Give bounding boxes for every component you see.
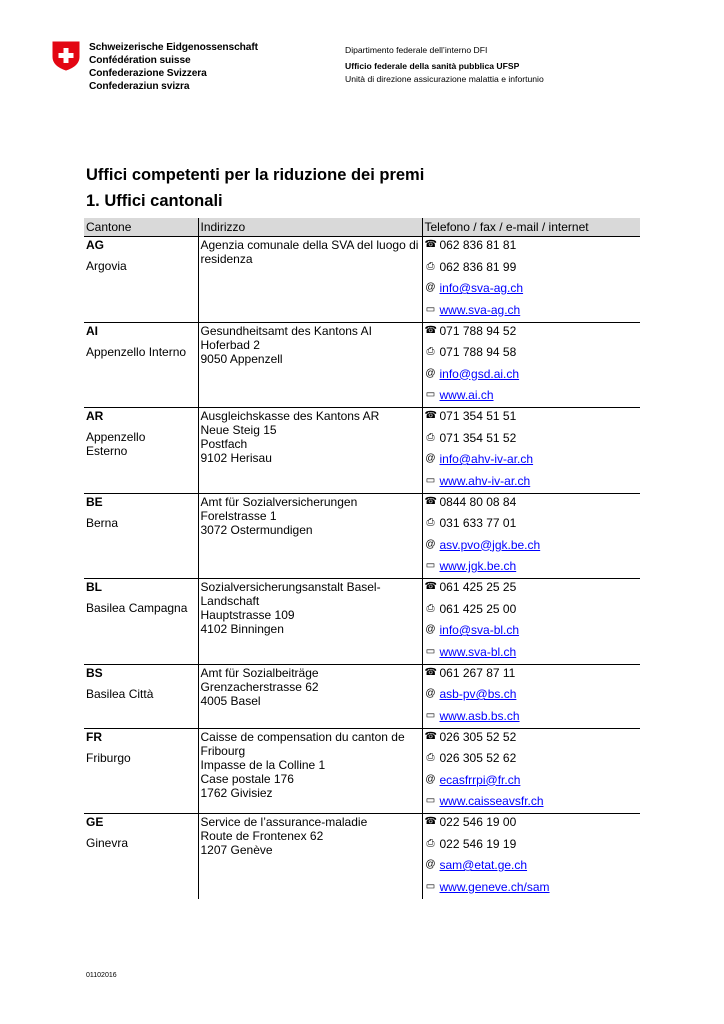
table-row: [84, 728, 640, 814]
contact-line: [425, 474, 639, 488]
fax-number: 031 633 77 01: [439, 516, 517, 530]
canton-name: Argovia: [86, 259, 127, 273]
contact-line: [425, 516, 639, 530]
contact-line: [425, 858, 639, 872]
canton-name: Appenzello Interno: [86, 344, 187, 359]
website-link[interactable]: www.ahv-iv-ar.ch: [439, 473, 531, 488]
table-row: [84, 579, 640, 665]
fax-number: 071 354 51 52: [439, 430, 517, 445]
website-link[interactable]: www.jgk.be.ch: [439, 559, 517, 573]
web-icon: ▭: [425, 645, 436, 657]
office-address: Sozialversicherungsanstalt Basel- Landschaft Hauptstrasse 109 4102 Binningen: [200, 580, 381, 636]
contact-line: [425, 709, 639, 723]
address-cell: [198, 579, 422, 665]
address-cell: [198, 408, 422, 494]
canton-cell: [84, 664, 198, 728]
email-icon: @: [425, 859, 436, 870]
canton-code: BL: [86, 580, 102, 594]
address-cell: [198, 814, 422, 899]
confederation-line: Confédération suisse: [89, 55, 191, 66]
canton-code: BE: [86, 494, 103, 509]
table-row: [84, 322, 640, 408]
confederation-line: Confederaziun svizra: [89, 81, 190, 92]
fax-number: 071 788 94 58: [439, 345, 517, 359]
confederation-name: [89, 41, 258, 93]
canton-name: Ginevra: [86, 836, 129, 850]
contacts-cell: [422, 664, 640, 728]
table-row: [84, 814, 640, 899]
fax-icon: ⎙: [426, 752, 435, 763]
website-link[interactable]: www.caisseavsfr.ch: [439, 794, 544, 808]
column-header-address: Indirizzo: [198, 218, 422, 237]
phone-icon: ☎: [424, 324, 437, 336]
table-row: [84, 237, 640, 323]
fax-icon: ⎙: [426, 346, 435, 357]
contact-line: [425, 666, 639, 680]
office-address: Caisse de compensation du canton de Fribourg Impasse de la Colline 1 Case postale 176 1762 Givisiez: [200, 729, 405, 800]
web-icon: ▭: [425, 303, 436, 315]
contact-line: [425, 751, 639, 765]
email-link[interactable]: asv.pvo@jgk.be.ch: [439, 537, 541, 552]
fax-icon: ⎙: [426, 602, 435, 614]
email-icon: @: [425, 367, 436, 379]
department-block: [345, 44, 544, 86]
phone-number: 022 546 19 00: [439, 815, 517, 829]
canton-name: Berna: [86, 515, 119, 530]
confederation-line: Confederazione Svizzera: [89, 68, 207, 79]
fax-icon: ⎙: [426, 260, 435, 272]
contact-line: [425, 431, 639, 445]
contact-line: [425, 773, 639, 787]
fax-number: 061 425 25 00: [439, 601, 517, 616]
web-icon: ▭: [425, 880, 436, 892]
canton-code: GE: [86, 815, 104, 829]
contacts-cell: [422, 579, 640, 665]
canton-cell: [84, 493, 198, 579]
contact-line: [425, 815, 639, 829]
website-link[interactable]: www.asb.bs.ch: [439, 708, 520, 723]
address-cell: [198, 728, 422, 814]
contact-line: [425, 452, 639, 466]
canton-cell: [84, 814, 198, 899]
email-link[interactable]: info@gsd.ai.ch: [439, 366, 520, 381]
contact-line: [425, 730, 639, 744]
canton-cell: [84, 322, 198, 408]
contact-line: [425, 623, 639, 637]
website-link[interactable]: www.ai.ch: [439, 388, 494, 402]
email-icon: @: [425, 688, 436, 699]
contact-line: [425, 837, 639, 851]
contacts-cell: [422, 493, 640, 579]
contact-line: [425, 303, 639, 317]
phone-icon: ☎: [424, 816, 437, 827]
address-cell: [198, 493, 422, 579]
phone-number: 061 267 87 11: [439, 665, 516, 680]
web-icon: ▭: [425, 474, 436, 486]
canton-cell: [84, 408, 198, 494]
address-cell: [198, 237, 422, 323]
canton-cell: [84, 728, 198, 814]
table-header-row: [84, 218, 640, 237]
email-icon: @: [425, 624, 436, 635]
phone-icon: ☎: [424, 495, 437, 507]
contact-line: [425, 367, 639, 381]
contacts-cell: [422, 728, 640, 814]
contact-line: [425, 388, 639, 402]
contact-line: [425, 602, 639, 616]
contact-line: [425, 580, 639, 594]
table-row: [84, 493, 640, 579]
email-link[interactable]: info@sva-ag.ch: [439, 281, 524, 295]
department-name: Dipartimento federale dell’interno DFI: [345, 45, 488, 55]
canton-cell: [84, 579, 198, 665]
unit-name: Unità di direzione assicurazione malattia e infortunio: [345, 74, 544, 84]
offices-table: [84, 218, 640, 899]
fax-number: 062 836 81 99: [439, 259, 517, 274]
contact-line: [425, 645, 639, 659]
phone-number: 071 354 51 51: [439, 409, 517, 423]
canton-name: Friburgo: [86, 750, 131, 765]
phone-number: 061 425 25 25: [439, 580, 517, 594]
canton-code: AG: [86, 238, 104, 252]
website-link[interactable]: www.sva-ag.ch: [439, 302, 521, 317]
phone-icon: ☎: [424, 666, 437, 678]
canton-cell: [84, 237, 198, 323]
canton-code: BS: [86, 665, 103, 680]
fax-icon: ⎙: [426, 837, 435, 849]
address-cell: [198, 322, 422, 408]
contacts-cell: [422, 814, 640, 899]
email-link[interactable]: info@ahv-iv-ar.ch: [439, 452, 534, 466]
email-link[interactable]: sam@etat.ge.ch: [439, 858, 528, 872]
fax-number: 026 305 52 62: [439, 751, 517, 765]
office-address: Service de l’assurance-maladie Route de Frontenex 62 1207 Genève: [200, 815, 368, 857]
email-icon: @: [425, 538, 436, 550]
phone-icon: ☎: [424, 410, 437, 421]
email-icon: @: [425, 282, 436, 293]
canton-name: Appenzello Esterno: [86, 430, 146, 458]
email-icon: @: [425, 453, 436, 464]
phone-icon: ☎: [424, 730, 437, 742]
canton-name: Basilea Città: [86, 686, 154, 701]
canton-code: AI: [86, 323, 98, 338]
phone-number: 0844 80 08 84: [439, 494, 517, 509]
contact-line: [425, 687, 639, 701]
contact-line: [425, 495, 639, 509]
canton-code: AR: [86, 409, 104, 423]
phone-icon: ☎: [424, 581, 437, 592]
office-address: Agenzia comunale della SVA del luogo di residenza: [200, 238, 419, 266]
phone-number: 071 788 94 52: [439, 323, 517, 338]
phone-number: 026 305 52 52: [439, 729, 517, 744]
table-row: [84, 408, 640, 494]
page-title: Uffici competenti per la riduzione dei premi: [86, 166, 425, 184]
website-link[interactable]: www.geneve.ch/sam: [439, 879, 550, 894]
contact-line: [425, 281, 639, 295]
fax-icon: ⎙: [426, 431, 435, 443]
web-icon: ▭: [425, 795, 436, 806]
swiss-cross-logo: [52, 41, 80, 71]
confederation-line: Schweizerische Eidgenossenschaft: [89, 42, 258, 53]
contact-line: [425, 559, 639, 573]
email-link[interactable]: asb-pv@bs.ch: [439, 687, 517, 701]
phone-number: 062 836 81 81: [439, 238, 517, 252]
canton-code: FR: [86, 729, 102, 744]
footer-date: 01102016: [86, 972, 117, 979]
contacts-cell: [422, 322, 640, 408]
office-name: Ufficio federale della sanità pubblica UFSP: [345, 61, 520, 71]
table-body: [84, 237, 640, 899]
section-title: 1. Uffici cantonali: [86, 192, 223, 210]
office-address: Amt für Sozialbeiträge Grenzacherstrasse 62 4005 Basel: [200, 665, 319, 708]
contact-line: [425, 238, 639, 252]
office-address: Ausgleichskasse des Kantons AR Neue Steig 15 Postfach 9102 Herisau: [200, 409, 380, 465]
contact-line: [425, 794, 639, 808]
table-row: [84, 664, 640, 728]
office-address: Amt für Sozialversicherungen Forelstrasse 1 3072 Ostermundigen: [200, 494, 358, 537]
fax-icon: ⎙: [426, 517, 435, 528]
contact-line: [425, 260, 639, 274]
contacts-cell: [422, 408, 640, 494]
office-address: Gesundheitsamt des Kantons AI Hoferbad 2 9050 Appenzell: [200, 323, 372, 366]
web-icon: ▭: [425, 560, 436, 571]
column-header-canton: Cantone: [84, 218, 198, 237]
email-icon: @: [425, 773, 436, 785]
website-link[interactable]: www.sva-bl.ch: [439, 644, 517, 659]
contact-line: [425, 324, 639, 338]
web-icon: ▭: [425, 709, 436, 721]
column-header-contacts: Telefono / fax / e-mail / internet: [422, 218, 640, 237]
contact-line: [425, 409, 639, 423]
contacts-cell: [422, 237, 640, 323]
contact-line: [425, 880, 639, 894]
fax-number: 022 546 19 19: [439, 836, 517, 851]
address-cell: [198, 664, 422, 728]
contact-line: [425, 538, 639, 552]
canton-name: Basilea Campagna: [86, 601, 188, 615]
web-icon: ▭: [425, 389, 436, 400]
contact-line: [425, 345, 639, 359]
email-link[interactable]: info@sva-bl.ch: [439, 623, 520, 637]
email-link[interactable]: ecasfrrpi@fr.ch: [439, 772, 521, 787]
phone-icon: ☎: [424, 239, 437, 250]
